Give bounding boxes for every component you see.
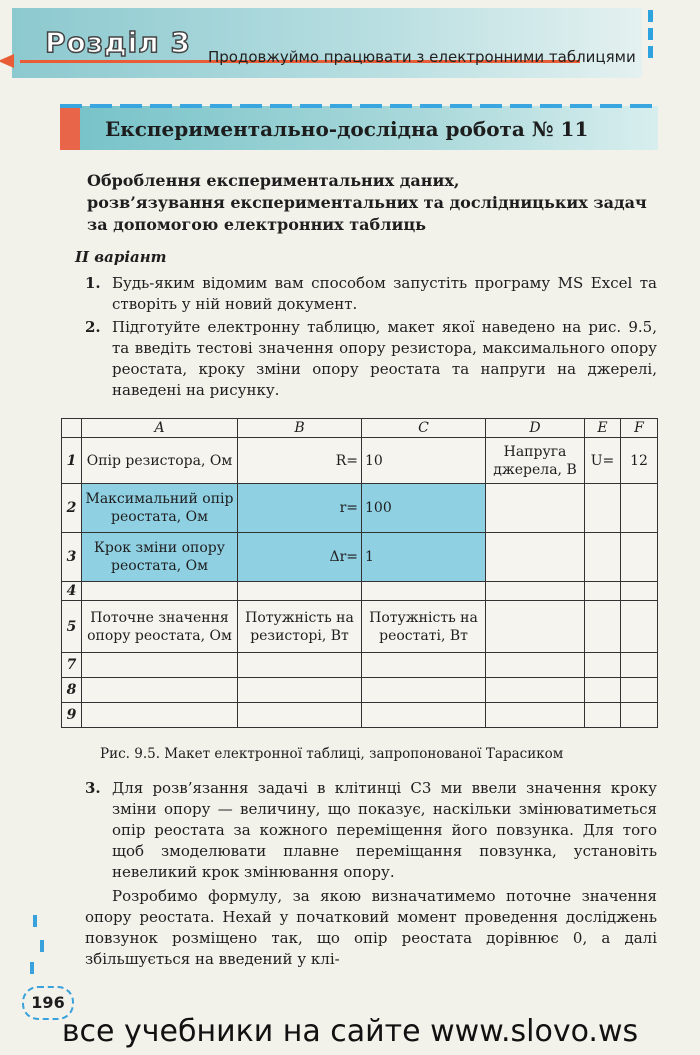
- body-paragraph: Розробимо формулу, за якою визначатимемо поточне значення опору реостата. Нехай у початковий момент проведення досліджень повзунок розміщено так, що опір реостата дорівнює 0, а далі збільшується на введений у клі-: [85, 887, 657, 968]
- figure-caption: Рис. 9.5. Макет електронної таблиці, запропонованої Тарасиком: [100, 746, 564, 762]
- work-title: Експериментально-дослідна робота № 11: [105, 117, 589, 141]
- cell-c5: Потужність на реостаті, Вт: [362, 601, 486, 653]
- row-number: 9: [62, 703, 82, 728]
- work-heading: [87, 170, 667, 236]
- cell-c1: 10: [362, 438, 486, 484]
- cell-a2: Максимальний опір реостата, Ом: [82, 484, 238, 533]
- cell-e1: U=: [585, 438, 621, 484]
- step-2: [85, 317, 657, 401]
- cell-f3: [621, 533, 658, 582]
- cell-b1: R=: [238, 438, 362, 484]
- spreadsheet-layout: [61, 418, 658, 728]
- row-number: 1: [62, 438, 82, 484]
- cell-c2: 100: [362, 484, 486, 533]
- step-1: [85, 273, 657, 315]
- row-number: 4: [62, 582, 82, 601]
- cell-e3: [585, 533, 621, 582]
- banner-accent: [60, 106, 80, 150]
- step-number: 2.: [85, 318, 101, 336]
- row-number: 5: [62, 601, 82, 653]
- heading-line: за допомогою електронних таблиць: [87, 215, 427, 234]
- cell-f1: 12: [621, 438, 658, 484]
- section-subtitle: Продовжуймо працювати з електронними таблицями: [208, 48, 636, 66]
- cell-b2: r=: [238, 484, 362, 533]
- cell-e2: [585, 484, 621, 533]
- step-text: Для розв’язання задачі в клітинці C3 ми ввели значення кроку зміни опору — величину, що показує, наскільки змінюватиметься опір реостата за кожного переміщення його повзунка. Для того щоб змоделювати плавне переміщання повзунка, установіть невеликий крок змінювання опору.: [112, 779, 657, 881]
- cell-d1: Напруга джерела, В: [486, 438, 585, 484]
- cell-c3: 1: [362, 533, 486, 582]
- heading-line: Оброблення експериментальних даних,: [87, 171, 460, 190]
- corner-cell: [62, 419, 82, 438]
- watermark-footer: все учебники на сайте www.slovo.ws: [61, 1014, 639, 1049]
- section-label: Розділ 3: [45, 26, 191, 59]
- variant-label: II варіант: [75, 248, 167, 266]
- row-number: 8: [62, 678, 82, 703]
- deco-dash: [33, 915, 37, 927]
- side-dashes: [648, 10, 654, 70]
- step-number: 1.: [85, 274, 101, 292]
- row-number: 7: [62, 653, 82, 678]
- column-header: D: [486, 419, 585, 438]
- column-header: B: [238, 419, 362, 438]
- cell-a3: Крок зміни опору реостата, Ом: [82, 533, 238, 582]
- arrow-left-icon: [0, 52, 16, 70]
- cell-d3: [486, 533, 585, 582]
- column-header: C: [362, 419, 486, 438]
- deco-dash: [40, 940, 44, 952]
- banner-dash-line: [60, 104, 658, 108]
- cell-b5: Потужність на резисторі, Вт: [238, 601, 362, 653]
- step-text: Підготуйте електронну таблицю, макет якої наведено на рис. 9.5, та введіть тестові значення опору резистора, максимального опору реостата, кроку зміни опору реостата та напруги на джерелі, наведені на рисунку.: [112, 318, 657, 399]
- column-header: E: [585, 419, 621, 438]
- deco-dash: [30, 962, 34, 974]
- cell-a1: Опір резистора, Ом: [82, 438, 238, 484]
- page-number: 196: [22, 986, 74, 1020]
- step-text: Будь-яким відомим вам способом запустіть програму MS Excel та створіть у ній новий документ.: [112, 274, 657, 313]
- column-header: F: [621, 419, 658, 438]
- cell-d2: [486, 484, 585, 533]
- cell-b3: Δr=: [238, 533, 362, 582]
- row-number: 2: [62, 484, 82, 533]
- step-number: 3.: [85, 779, 101, 797]
- row-number: 3: [62, 533, 82, 582]
- heading-line: розв’язування експериментальних та дослідницьких задач: [87, 193, 647, 212]
- step-3: [85, 778, 657, 883]
- column-header: A: [82, 419, 238, 438]
- cell-a5: Поточне значення опору реостата, Ом: [82, 601, 238, 653]
- cell-f2: [621, 484, 658, 533]
